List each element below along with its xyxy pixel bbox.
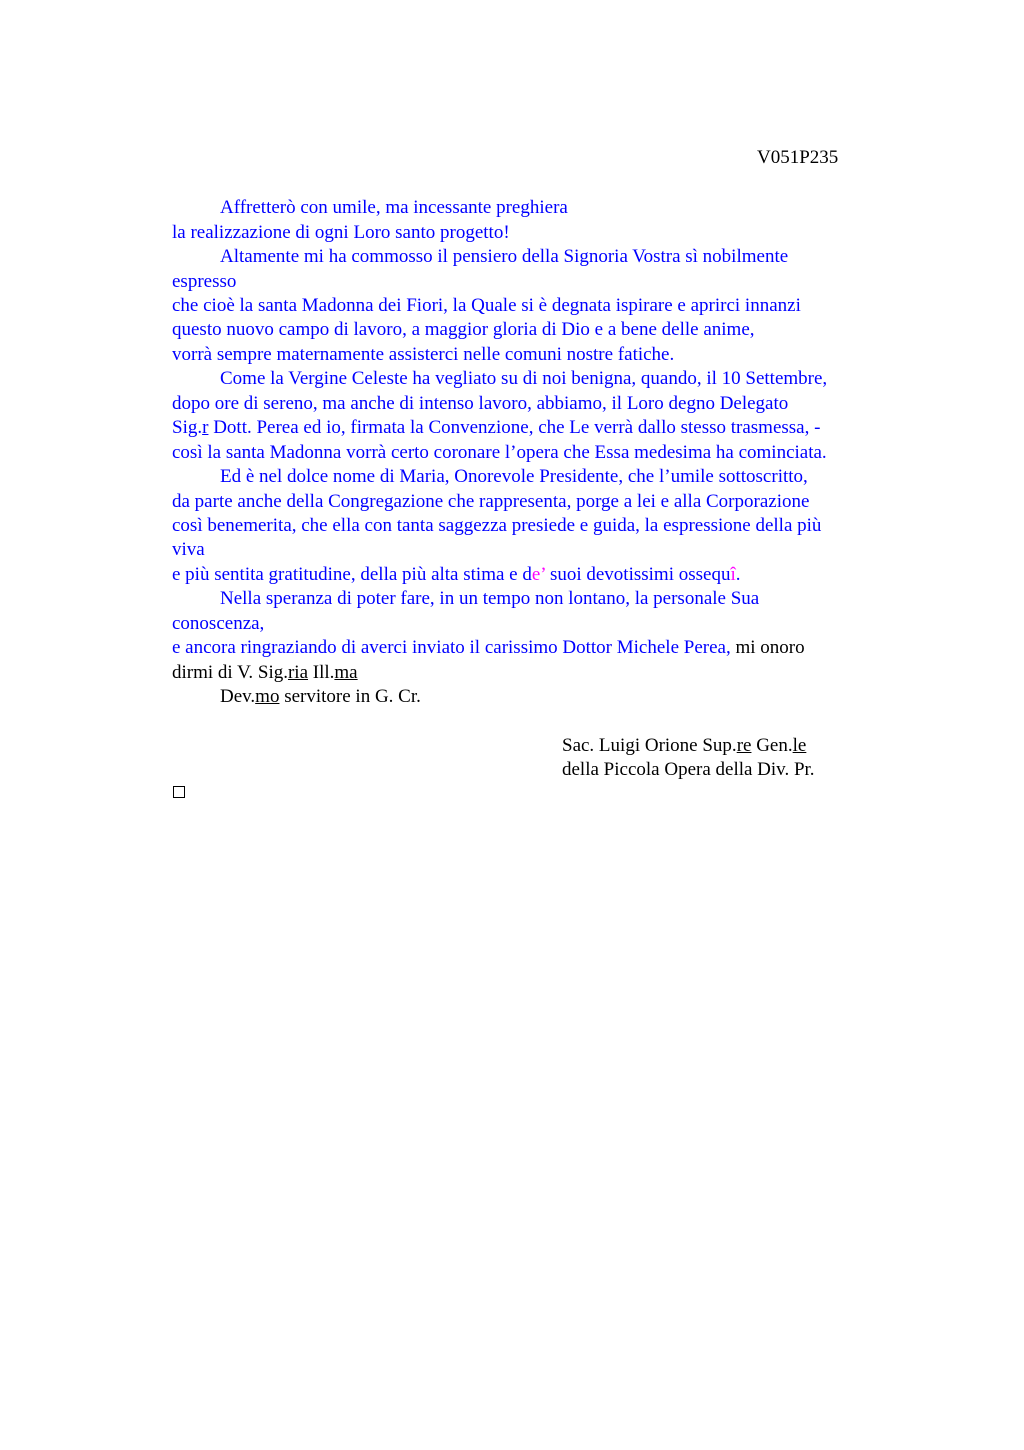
text-line: vorrà sempre maternamente assisterci nelle comuni nostre fatiche. [172, 344, 675, 365]
text-segment: suoi devotissimi ossequ [545, 564, 731, 585]
text-line [172, 416, 820, 440]
text-line: questo nuovo campo di lavoro, a maggior gloria di Dio e a bene delle anime, [172, 319, 755, 340]
text-line [172, 563, 741, 587]
text-segment: servitore in G. Cr. [279, 686, 421, 707]
text-segment: Dev. [220, 686, 256, 707]
text-line: dopo ore di sereno, ma anche di intenso lavoro, abbiamo, il Loro degno Delegato [172, 393, 789, 414]
text-segment: Dott. Perea ed io, firmata la Convenzione, che Le verrà dallo stesso trasmessa, - [208, 417, 821, 438]
text-segment: Ill. [308, 662, 335, 683]
superscript-abbrev: le [792, 735, 807, 756]
text-line [172, 661, 358, 685]
text-segment: e più sentita gratitudine, della più alta stima e d [172, 564, 532, 585]
signature-line: della Piccola Opera della Div. Pr. [562, 759, 815, 780]
superscript-abbrev: ria [287, 662, 309, 683]
text-line: Altamente mi ha commosso il pensiero della Signoria Vostra sì nobilmente [220, 246, 789, 267]
checkbox-icon [173, 786, 185, 798]
text-segment: Gen. [751, 735, 793, 756]
text-line: viva [172, 539, 205, 560]
highlighted-text: î [730, 564, 736, 585]
text-line: Affretterò con umile, ma incessante preghiera [220, 197, 568, 218]
text-segment: . [735, 564, 741, 585]
text-line [220, 685, 421, 709]
text-line: così la santa Madonna vorrà certo coronare l’opera che Essa medesima ha cominciata. [172, 442, 827, 463]
text-line: Ed è nel dolce nome di Maria, Onorevole Presidente, che l’umile sottoscritto, [220, 466, 808, 487]
highlighted-text: e’ [531, 564, 546, 585]
text-segment: Sig. [172, 417, 203, 438]
text-segment: dirmi di V. Sig. [172, 662, 288, 683]
superscript-abbrev: re [736, 735, 752, 756]
text-segment: e ancora ringraziando di averci inviato il carissimo Dottor Michele Perea, [172, 637, 731, 658]
text-segment: mi onoro [730, 637, 805, 658]
superscript-abbrev: ma [334, 662, 358, 683]
text-line: Nella speranza di poter fare, in un tempo non lontano, la personale Sua [220, 588, 760, 609]
text-line: espresso [172, 271, 237, 292]
text-line: che cioè la santa Madonna dei Fiori, la Quale si è degnata ispirare e aprirci innanzi [172, 295, 801, 316]
text-line: Come la Vergine Celeste ha vegliato su di noi benigna, quando, il 10 Settembre, [220, 368, 828, 389]
page-reference: V051P235 [757, 147, 839, 168]
text-line: la realizzazione di ogni Loro santo progetto! [172, 222, 510, 243]
signature-line [562, 734, 806, 758]
text-line: così benemerita, che ella con tanta saggezza presiede e guida, la espressione della più [172, 515, 822, 536]
text-line [172, 636, 805, 660]
text-segment: Sac. Luigi Orione Sup. [562, 735, 737, 756]
text-line: conoscenza, [172, 613, 265, 634]
superscript-abbrev: r [202, 417, 209, 438]
text-line: da parte anche della Congregazione che rappresenta, porge a lei e alla Corporazione [172, 491, 810, 512]
superscript-abbrev: mo [255, 686, 280, 707]
